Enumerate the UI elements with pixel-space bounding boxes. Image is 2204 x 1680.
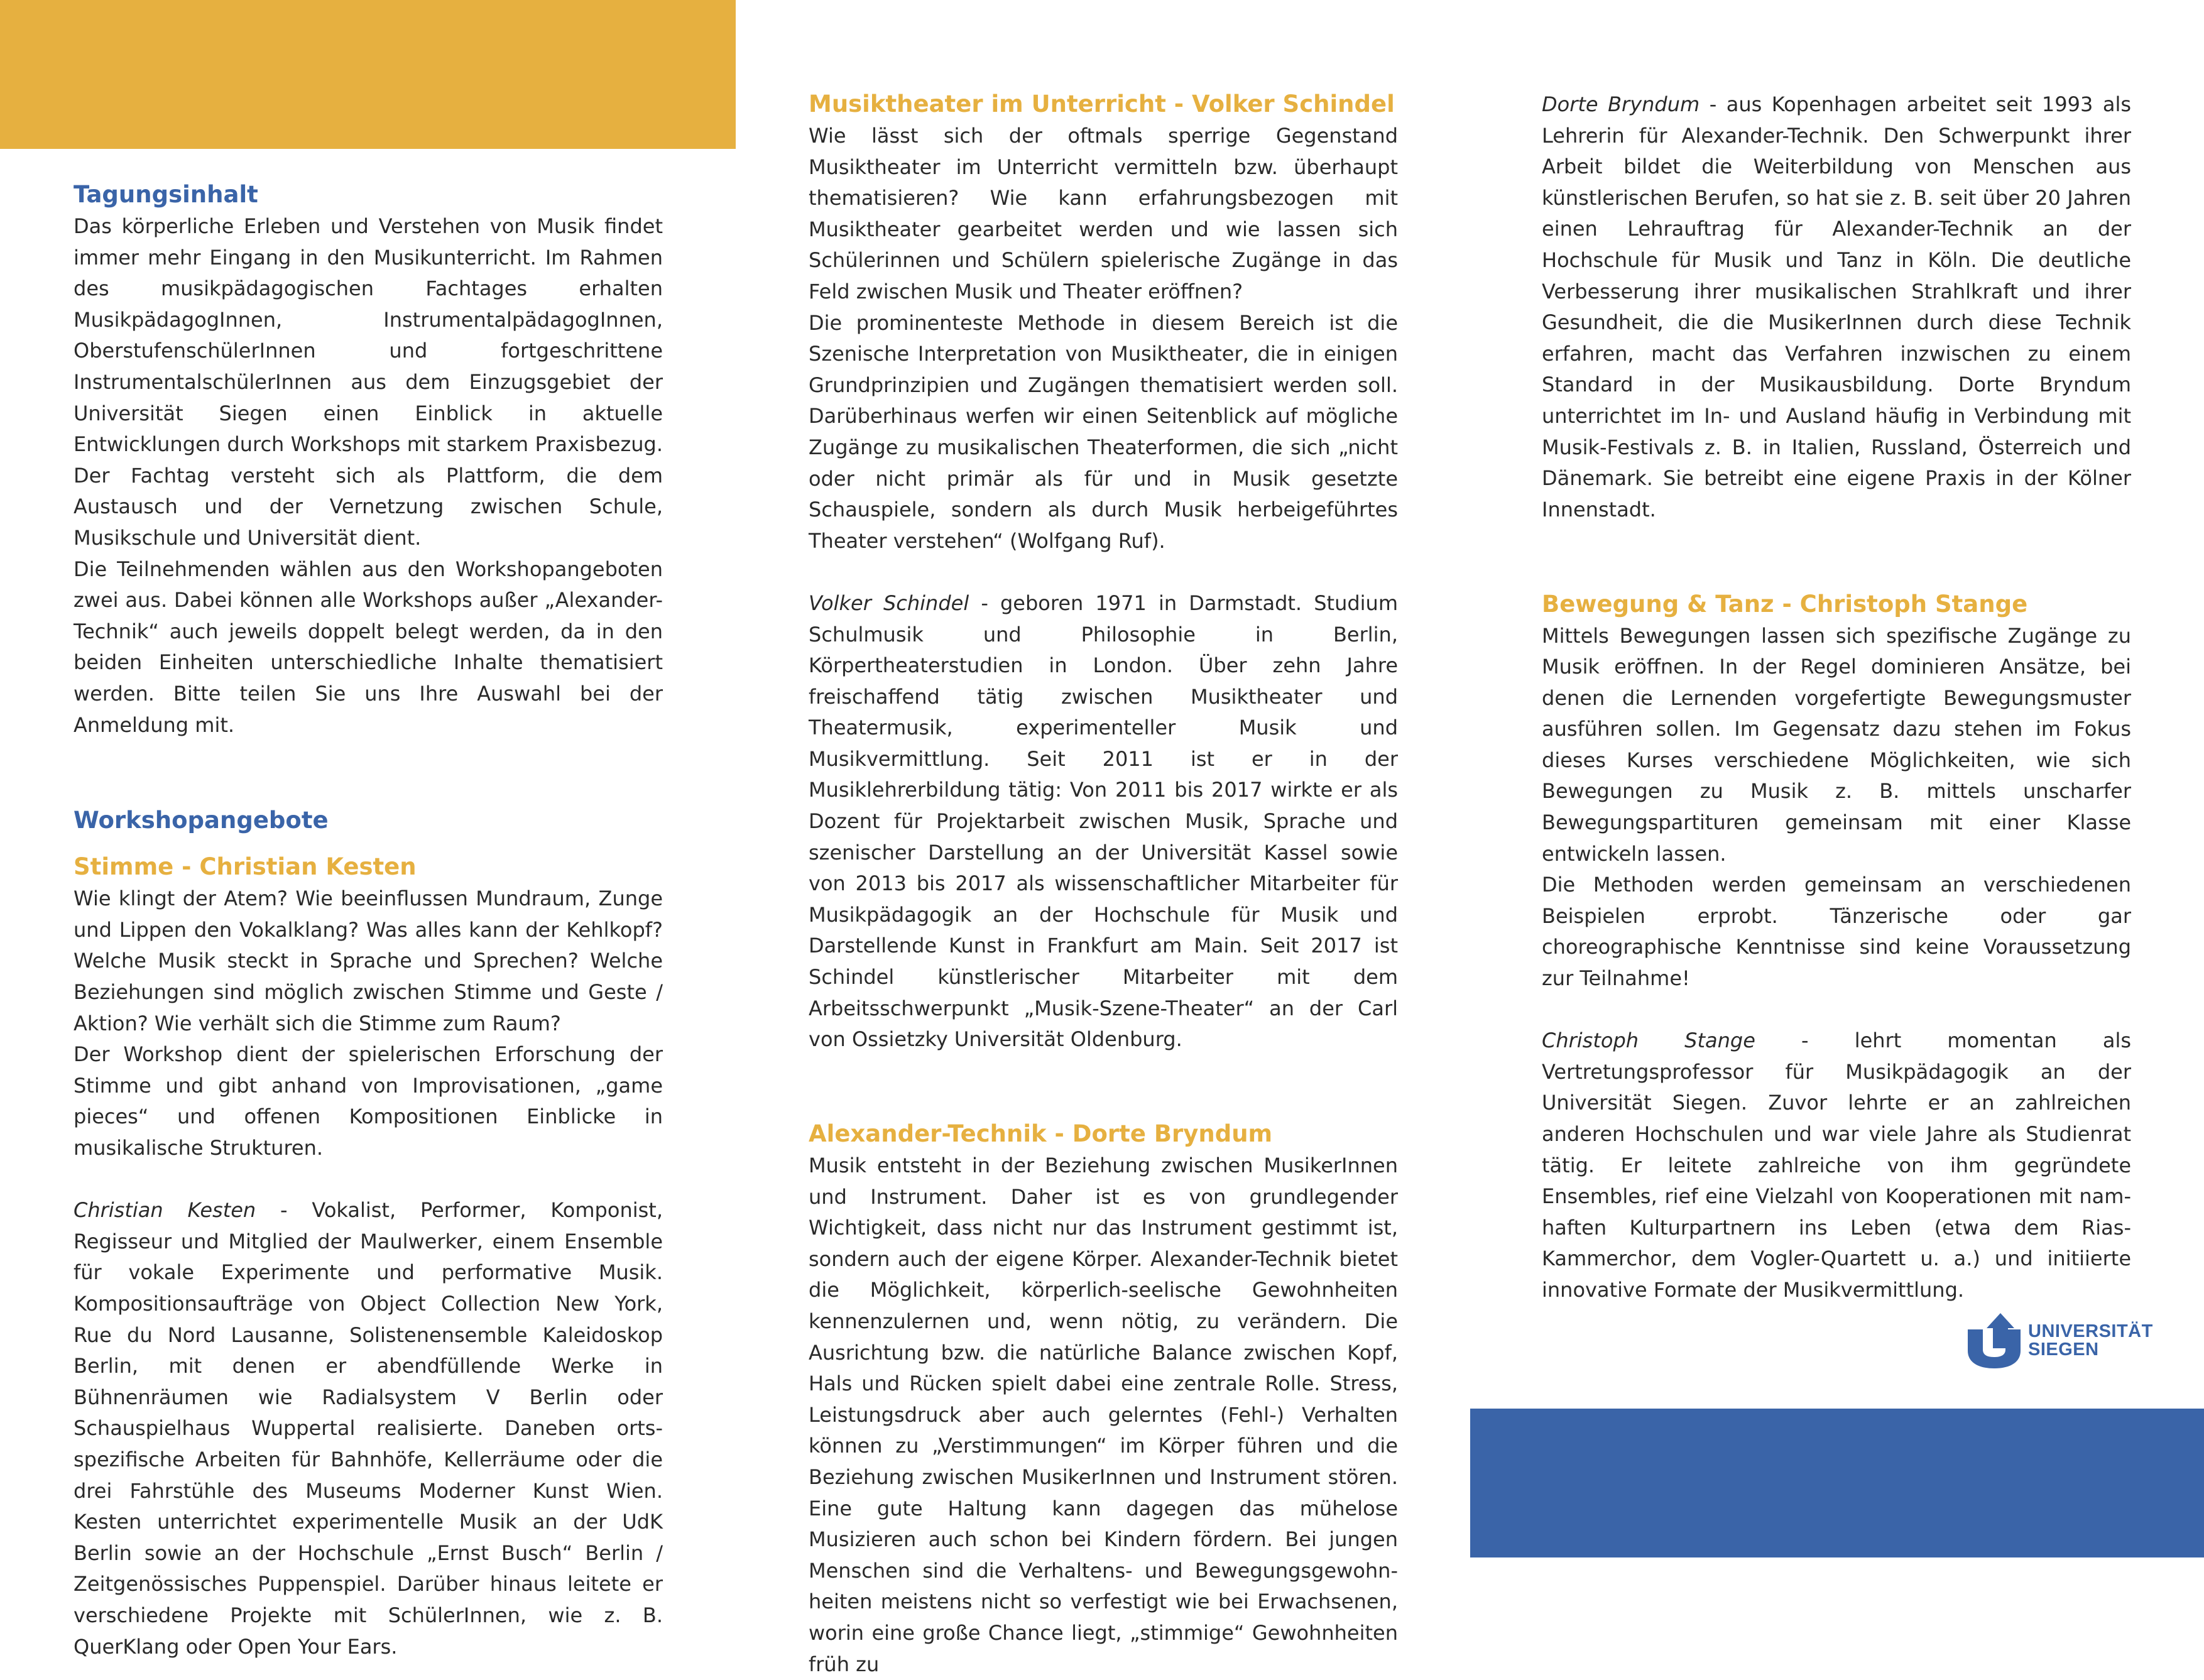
musik-paragraph-1: Wie lässt sich der oftmals sperrige Gegenstand Musiktheater im Unterricht vermitteln bzw. überhaupt thematisieren? Wie kann erfahrungsbezogen mit Musiktheater gearbeitet werden und wie lassen sich Schülerinnen und Schülern spielerische Zugänge in das Feld zwischen Musik und Theater eröffnen? — [809, 124, 1398, 303]
kesten-bio — [74, 1195, 663, 1662]
heading-musiktheater: Musiktheater im Unterricht - Volker Schindel — [809, 90, 1395, 117]
column-right — [1542, 89, 2131, 1306]
logo-line-2: SIEGEN — [2028, 1339, 2099, 1360]
column-middle — [809, 88, 1398, 1680]
schindel-bio-text: - geboren 1971 in Darmstadt. Studium Schulmusik und Philosophie in Berlin, Körpertheaterstudien in London. Über zehn Jahre freischaffend tätig zwischen Musiktheater und Theatermusik, experimenteller Musik und Musikvermittlung. Seit 2011 ist er in der Musiklehrerbildung tätig: Von 2011 bis 2017 wirkte er als Dozent für Projektarbeit zwischen Musik, Sprache und szenischer Darstellung an der Universität Kassel sowie von 2013 bis 2017 als wissenschaftlicher Mitarbeiter für Musikpädagogik an der Hochschule für Musik und Darstellende Kunst in Frankfurt am Main. Seit 2017 ist Schindel künstlerischer Mitarbeiter mit dem Arbeitsschwerpunkt „Musik-Szene-Theater“ an der Carl von Ossietzky Universität Oldenburg. — [809, 591, 1399, 1052]
heading-stimme: Stimme - Christian Kesten — [74, 853, 417, 881]
heading-bewegung-tanz: Bewegung & Tanz - Christoph Stange — [1542, 590, 2028, 618]
stimme-paragraph-1: Wie klingt der Atem? Wie beeinflussen Mundraum, Zunge und Lippen den Vokalklang? Was alles kann der Kehlkopf? Welche Musik steckt in Sprache und Sprechen? Welche Beziehungen sind möglich zwischen Stimme und Geste / Aktion? Wie verhält sich die Stimme zum Raum? — [74, 886, 663, 1035]
tagung-paragraph-2: Die Teilnehmenden wählen aus den Workshopangeboten zwei aus. Dabei können alle Workshops außer „Alexander-Technik“ auch jeweils doppelt belegt werden, da in den beiden Einheiten unterschiedliche Inhalte thematisiert werden. Bitte teilen Sie uns Ihre Auswahl bei der Anmeldung mit. — [74, 557, 663, 737]
stange-bio — [1542, 1025, 2131, 1306]
heading-workshopangebote: Workshopangebote — [74, 807, 329, 834]
column-left — [74, 178, 663, 1662]
bryndum-bio — [1542, 89, 2131, 525]
stange-bio-text: - lehrt momentan als Vertretungsprofessor für Musikpädagogik an der Universität Siegen. Zuvor lehrte er an zahlreichen anderen Hochschulen und war viele Jahre als Studienrat tätig. Er leitete zahlreiche von ihm gegründete Ensembles, rief eine Vielzahl von Kooperationen mit namhaften Kulturpartnern ins Leben (etwa dem Rias-Kammerchor, dem Vogler-Quartett u. a.) und initiierte innovative Formate der Musikvermittlung. — [1542, 1028, 2132, 1302]
tanz-paragraph-1: Mittels Bewegungen lassen sich spezifische Zugänge zu Musik eröffnen. In der Regel dominieren Ansätze, bei denen die Lernenden vorgefertigte Bewegungsmuster ausführen sollen. Im Gegensatz dazu stehen im Fokus dieses Kurses verschiedene Möglichkeiten, wie sich Bewegungen zu Musik z. B. mittels unscharfer Bewegungspartituren gemeinsam mit einer Klasse entwickeln lassen. — [1542, 623, 2131, 866]
top-accent-bar — [0, 0, 736, 149]
stange-name: Christoph Stange — [1542, 1028, 1755, 1053]
bottom-accent-bar — [1470, 1409, 2204, 1557]
university-siegen-logo-icon — [1965, 1313, 2023, 1368]
musik-paragraph-2: Die prominenteste Methode in diesem Bereich ist die Szenische Interpretation von Musiktheater, die in einigen Grundprinzipien und Zugängen thematisiert werden soll. Darüberhinaus werfen wir einen Seitenblick auf mögliche Zugänge zu musikalischen Theaterformen, die sich „nicht oder nicht primär als für und in Musik gesetzte Schauspiele, sondern als durch Musik herbeigeführtes Theater verstehen“ (Wolfgang Ruf). — [809, 310, 1398, 553]
alex-paragraph-1: Musik entsteht in der Beziehung zwischen MusikerInnen und Instrument. Daher ist es von grundlegender Wichtigkeit, dass nicht nur das Instrument gestimmt ist, sondern auch der eigene Körper. Alexander-Technik bietet die Möglichkeit, körperlich-seelische Gewohnheiten kennenzulernen und, wenn nötig, zu verändern. Die Ausrichtung bzw. die natürliche Balance zwischen Kopf, Hals und Rücken spielt dabei eine zentrale Rolle. Stress, Leistungsdruck aber auch gelerntes (Fehl-) Verhalten können zu „Verstimmungen“ im Körper führen und die Beziehung zwischen MusikerInnen und Instrument stören. Eine gute Haltung kann dagegen das mühelose Musizieren auch schon bei Kindern fördern. Bei jungen Menschen sind die Verhaltens- und Bewegungsgewohnheiten meistens nicht so verfestigt wie bei Erwachsenen, worin eine große Chance liegt, „stimmige“ Gewohnheiten früh zu — [809, 1154, 1398, 1676]
kesten-bio-text: - Vokalist, Performer, Komponist, Regisseur und Mitglied der Maulwerker, einem Ensemble für vokale Experimente und performative Musik. Kompositionsaufträge von Object Collection New York, Rue du Nord Lausanne, Solistenensemble Kaleidoskop Berlin, mit denen er abendfüllende Werke in Bühnenräumen wie Radialsystem V Berlin oder Schauspielhaus Wuppertal realisierte. Daneben ortsspezifische Arbeiten für Bahnhöfe, Kellerräume oder die drei Fahrstühle des Museums Moderner Kunst Wien. Kesten unterrichtet experimentelle Musik an der UdK Berlin sowie an der Hochschule „Ernst Busch“ Berlin / Zeitgenössisches Puppenspiel. Darüber hinaus leitete er verschiedene Projekte mit SchülerInnen, wie z. B. QuerKlang oder Open Your Ears. — [74, 1198, 663, 1659]
kesten-name: Christian Kesten — [74, 1198, 256, 1223]
tagung-paragraph-1: Das körperliche Erleben und Verstehen von Musik findet immer mehr Eingang in den Musikunterricht. Im Rahmen des musikpädagogischen Fachtages erhalten MusikpädagogInnen, InstrumentalpädagogInnen, OberstufenschülerInnen und fortgeschrittene InstrumentalschülerInnen aus dem Einzugsgebiet der Universität Siegen einen Einblick in aktuelle Entwicklungen durch Workshops mit starkem Praxisbezug. Der Fachtag versteht sich als Plattform, die dem Austausch und der Vernetzung zwischen Schule, Musikschule und Universität dient. — [74, 214, 663, 550]
stimme-paragraph-2: Der Workshop dient der spielerischen Erforschung der Stimme und gibt anhand von Improvisationen, „game pieces“ und offenen Kompositionen Einblicke in musikalische Strukturen. — [74, 1042, 663, 1160]
heading-alexander-technik: Alexander-Technik - Dorte Bryndum — [809, 1120, 1273, 1147]
heading-tagungsinhalt: Tagungsinhalt — [74, 181, 258, 208]
bryndum-name: Dorte Bryndum — [1542, 92, 1700, 116]
schindel-name: Volker Schindel — [809, 591, 969, 615]
schindel-bio — [809, 588, 1398, 1055]
bryndum-bio-text: - aus Kopenhagen arbeitet seit 1993 als Lehrerin für Alexander-Technik. Den Schwerpunkt ihrer Arbeit bildet die Weiterbildung von Menschen aus künstlerischen Berufen, so hat sie z. B. seit über 20 Jahren einen Lehrauftrag für Alexander-Technik an der Hochschule für Musik und Tanz in Köln. Die deutliche Verbesserung ihrer musikalischen Strahlkraft und ihrer Gesundheit, die die MusikerInnen durch diese Technik erfahren, macht das Verfahren inzwischen zu einem Standard in der Musikausbildung. Dorte Bryndum unterrichtet im In- und Ausland häufig in Verbindung mit Musik-Festivals z. B. in Italien, Russland, Österreich und Dänemark. Sie betreibt eine eigene Praxis in der Kölner Innenstadt. — [1542, 92, 2132, 521]
university-logo — [1965, 1313, 2153, 1368]
logo-line-1: UNIVERSITÄT — [2028, 1321, 2153, 1341]
logo-text — [2028, 1323, 2153, 1359]
tanz-paragraph-2: Die Methoden werden gemeinsam an verschiedenen Beispielen erprobt. Tänzerische oder gar choreographische Kenntnisse sind keine Voraussetzung zur Teilnahme! — [1542, 873, 2131, 991]
